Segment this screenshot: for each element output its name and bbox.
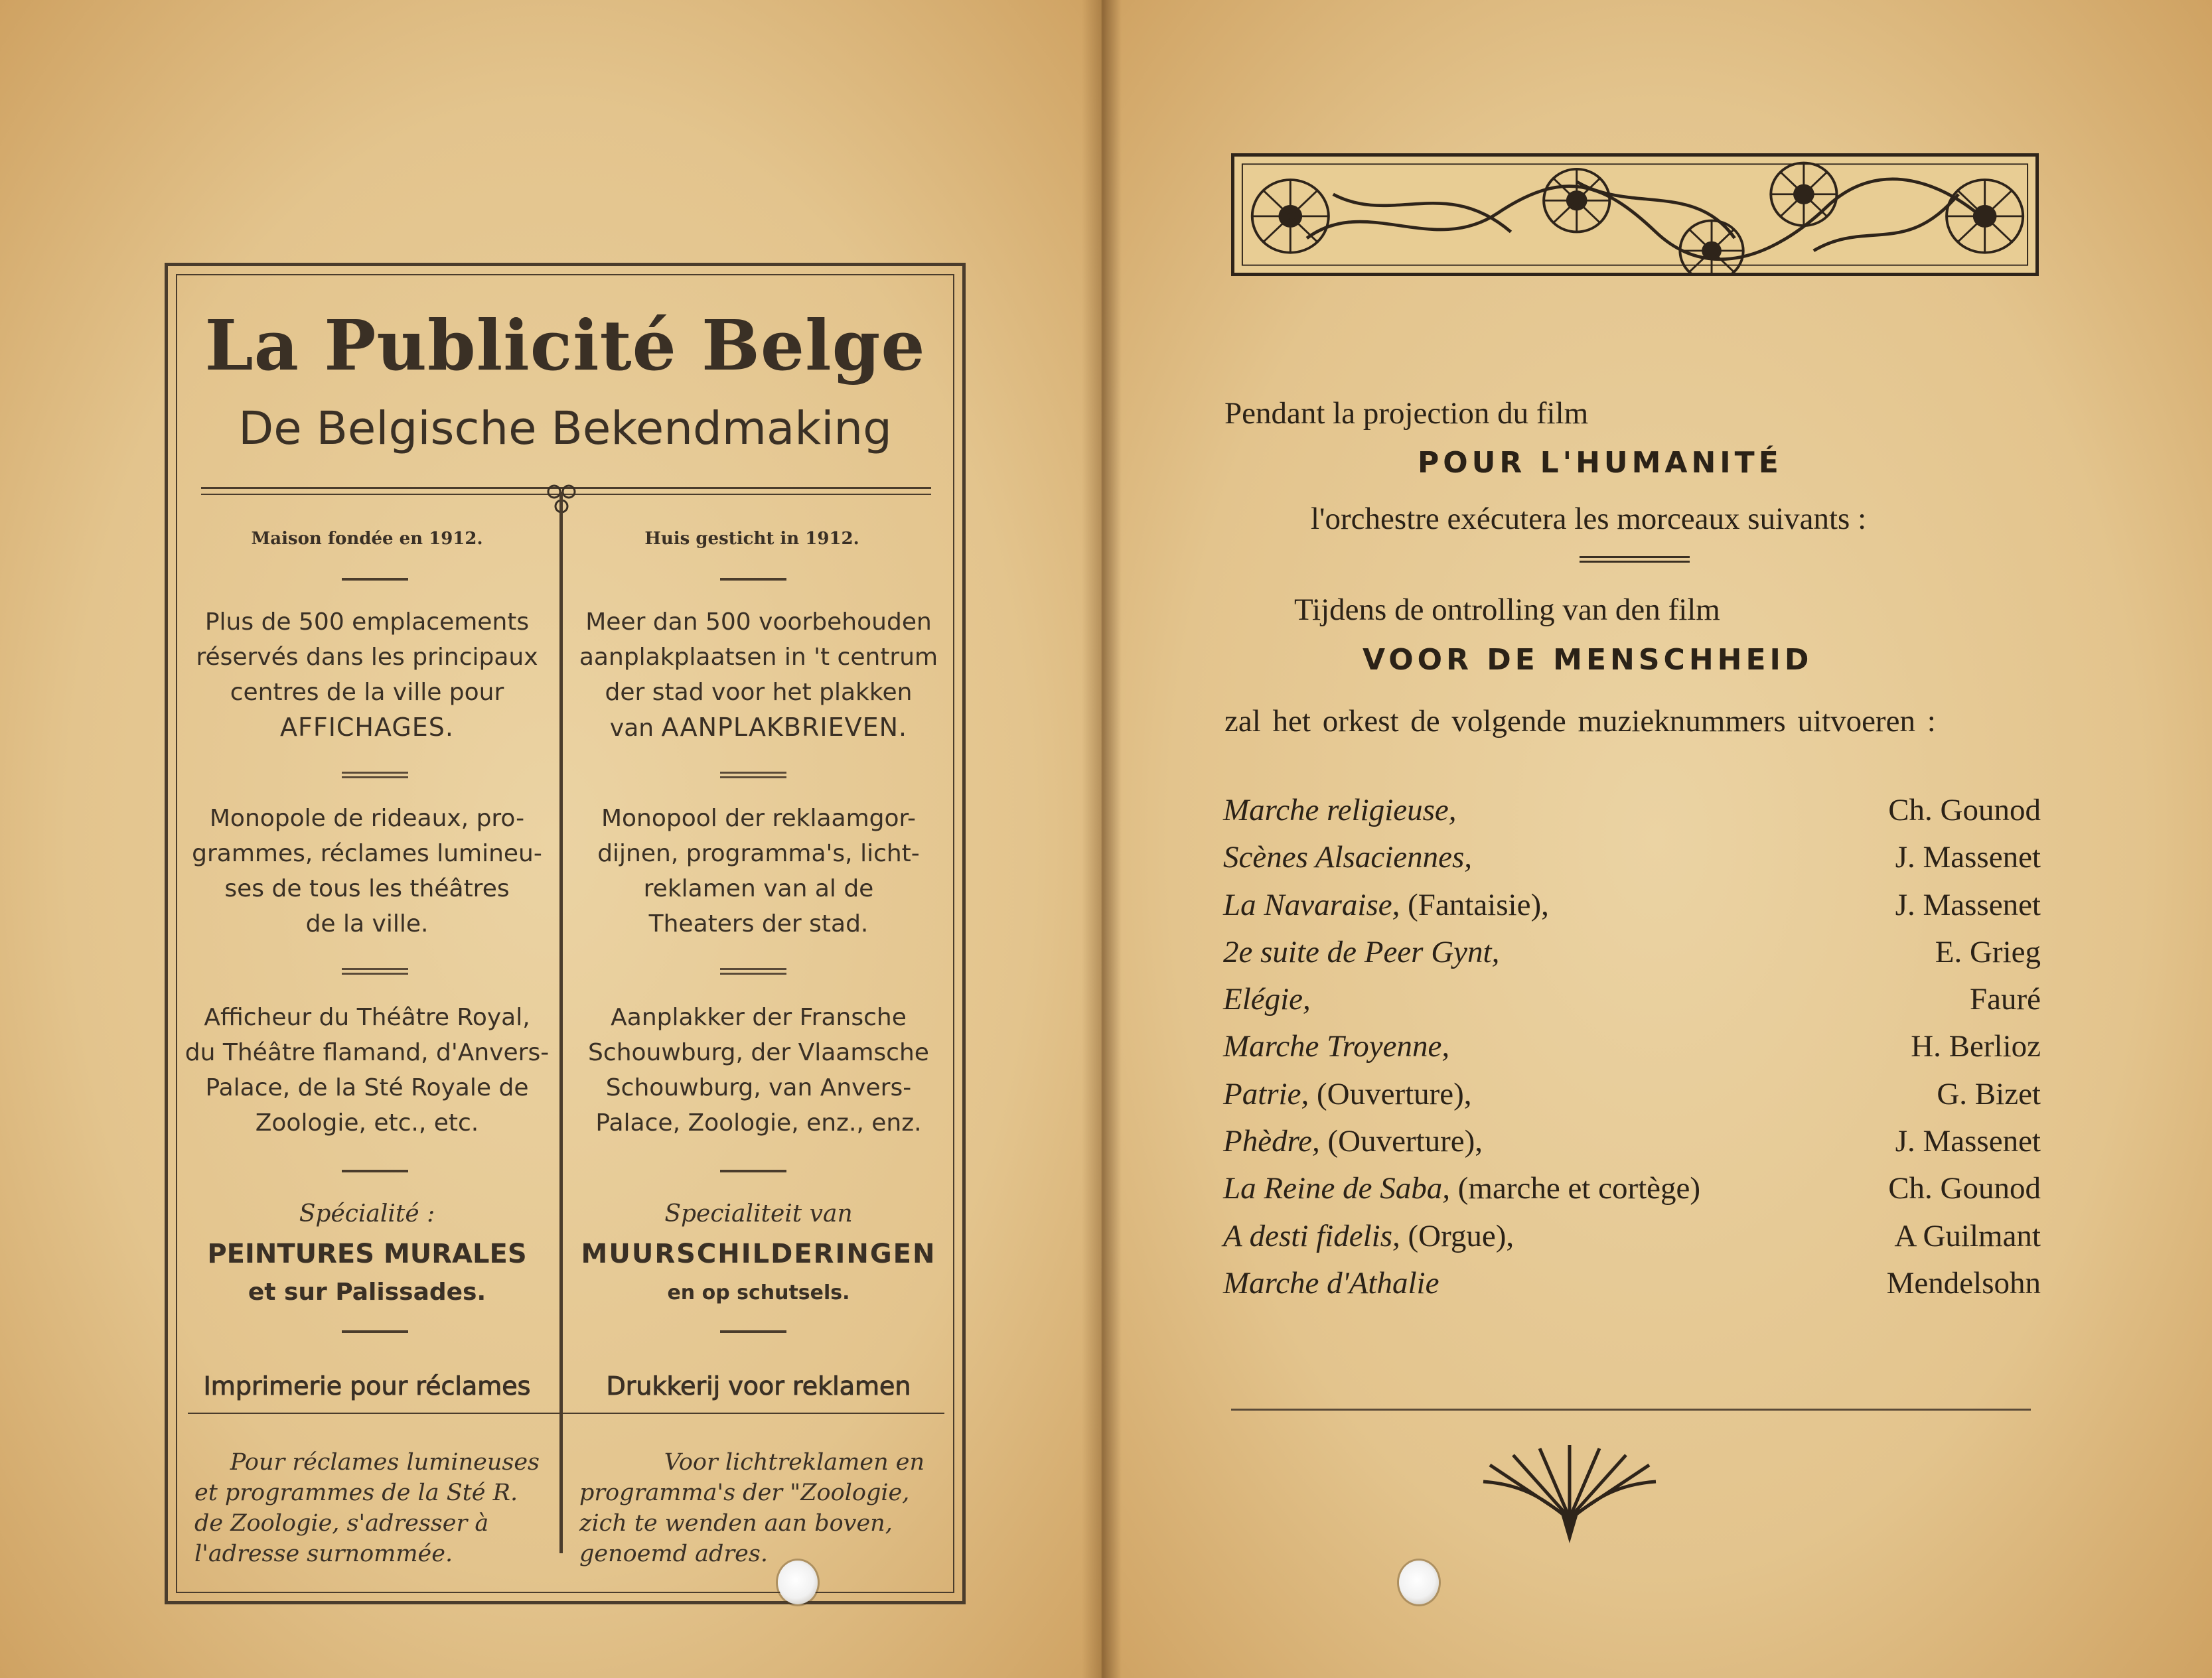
fr-afficheur-line: Afficheur du Théâtre Royal,: [204, 1004, 530, 1031]
piece-title: Patrie,: [1223, 1076, 1309, 1111]
nl-emplacements-line: Meer dan 500 voorbehouden: [585, 608, 932, 636]
fr-sep-4: [342, 1170, 408, 1172]
piece-title: Marche religieuse,: [1223, 793, 1457, 827]
nl-sep-2: [720, 772, 786, 778]
fr-footer-line: de Zoologie, s'adresser à: [194, 1510, 489, 1537]
piece-composer: Fauré: [1969, 982, 2041, 1017]
nl-aanplakker-line: Schouwburg, der Vlaamsche: [588, 1039, 929, 1066]
programme-row: [1223, 976, 2041, 1023]
fr-footer-line: Pour réclames lumineuses: [230, 1449, 540, 1476]
book-gutter: [1082, 0, 1122, 1678]
programme-row: [1223, 834, 2041, 881]
piece-title: Marche Troyenne,: [1223, 1029, 1450, 1064]
fr-sep-3: [342, 968, 408, 975]
programme-row: [1223, 1023, 2041, 1070]
intro-separator: [1580, 556, 1690, 563]
fr-specialite-line1: PEINTURES MURALES: [207, 1239, 527, 1269]
programme-row: [1223, 1213, 2041, 1260]
nl-aanplakker-line: Palace, Zoologie, enz., enz.: [595, 1109, 922, 1137]
punch-hole-left: [778, 1561, 818, 1604]
nl-aanplakker-line: Schouwburg, van Anvers-: [605, 1074, 912, 1101]
fr-monopole-line: grammes, réclames lumineu-: [192, 840, 542, 867]
fr-monopole-line: ses de tous les théâtres: [224, 875, 510, 902]
fr-intro: Pendant la projection du film: [1224, 396, 1589, 431]
fr-specialite-line2: et sur Palissades.: [248, 1279, 486, 1306]
piece-title: A desti fidelis,: [1223, 1218, 1400, 1253]
fr-footer-line: l'adresse surnommée.: [194, 1541, 453, 1567]
nl-monopool: [573, 801, 944, 942]
piece-title: Phèdre,: [1223, 1124, 1320, 1159]
piece-note: (Orgue),: [1408, 1218, 1514, 1253]
nl-footer: [579, 1447, 924, 1569]
piece-composer: G. Bizet: [1937, 1076, 2041, 1111]
nl-film-title: VOOR DE MENSCHHEID: [1363, 643, 1813, 677]
ad-title: La Publicité Belge: [204, 305, 926, 386]
fr-footer-line: et programmes de la Sté R.: [194, 1480, 518, 1506]
fr-specialite-label: Spécialité :: [299, 1200, 435, 1227]
footer-rule: [188, 1413, 944, 1414]
piece-title: Marche d'Athalie: [1223, 1265, 1439, 1300]
piece-note: (Fantaisie),: [1408, 887, 1549, 922]
piece-title: Scènes Alsaciennes,: [1223, 840, 1473, 875]
nl-footer-line: Voor lichtreklamen en: [664, 1449, 924, 1476]
fr-affichages: AFFICHAGES.: [279, 713, 454, 742]
nl-specialiteit-label: Specialiteit van: [664, 1200, 853, 1227]
programme-row: [1223, 1071, 2041, 1118]
nl-monopool-line: Monopool der reklaamgor-: [601, 805, 917, 832]
fr-emplacements-line: centres de la ville pour: [230, 679, 504, 706]
piece-composer: J. Massenet: [1895, 840, 2041, 875]
programme-row: [1223, 882, 2041, 929]
nl-aanplakker: [573, 1000, 944, 1141]
nl-aanplakbrieven: AANPLAKBRIEVEN.: [661, 713, 908, 742]
fr-emplacements-line: Plus de 500 emplacements: [204, 608, 530, 636]
ad-subtitle: De Belgische Bekendmaking: [238, 402, 892, 455]
nl-specialiteit-line1: MUURSCHILDERINGEN: [581, 1239, 936, 1269]
nl-sep-3: [720, 968, 786, 975]
piece-title: La Reine de Saba,: [1223, 1171, 1450, 1206]
fr-afficheur-line: Palace, de la Sté Royale de: [205, 1074, 529, 1101]
fr-footer: [194, 1447, 540, 1569]
piece-composer: Mendelsohn: [1886, 1265, 2041, 1300]
column-divider: [559, 492, 563, 1553]
nl-specialiteit-line2: en op schutsels.: [667, 1281, 850, 1304]
fr-sep-5: [342, 1330, 408, 1333]
fr-afficheur-line: Zoologie, etc., etc.: [255, 1109, 479, 1137]
nl-monopool-line: Theaters der stad.: [648, 910, 869, 938]
programme-row: [1223, 1165, 2041, 1212]
nl-sep-5: [720, 1330, 786, 1333]
nl-sep-1: [720, 578, 786, 581]
fr-monopole-line: de la ville.: [305, 910, 429, 938]
piece-composer: A Guilmant: [1894, 1218, 2041, 1253]
fr-afficheur: [181, 1000, 553, 1141]
piece-title: 2e suite de Peer Gynt,: [1223, 934, 1500, 969]
piece-composer: Ch. Gounod: [1888, 1171, 2041, 1206]
fr-afficheur-line: du Théâtre flamand, d'Anvers-: [184, 1039, 550, 1066]
punch-hole-right: [1399, 1561, 1439, 1604]
nl-founded: Huis gesticht in 1912.: [644, 529, 859, 549]
nl-footer-line: programma's der "Zoologie,: [579, 1480, 910, 1506]
fan-ornament-icon: [1477, 1445, 1662, 1545]
flower-ornament-banner-icon: [1231, 153, 2039, 276]
nl-emplacements-line: aanplakplaatsen in 't centrum: [579, 644, 938, 671]
nl-footer-line: zich te wenden aan boven,: [579, 1510, 893, 1537]
fr-emplacements: [181, 604, 553, 745]
programme-row: [1223, 929, 2041, 976]
fr-outro: l'orchestre exécutera les morceaux suivants :: [1311, 502, 1867, 536]
nl-monopool-line: dijnen, programma's, licht-: [597, 840, 920, 867]
nl-footer-line: genoemd adres.: [579, 1541, 768, 1567]
piece-composer: J. Massenet: [1895, 1124, 2041, 1159]
fr-sep-1: [342, 578, 408, 581]
piece-composer: J. Massenet: [1895, 887, 2041, 922]
nl-emplacements-line: der stad voor het plakken: [605, 679, 913, 706]
programme-row: [1223, 1260, 2041, 1307]
fr-sep-2: [342, 772, 408, 778]
piece-composer: Ch. Gounod: [1888, 793, 2041, 827]
piece-note: (Ouverture),: [1327, 1124, 1483, 1159]
nl-outro: zal het orkest de volgende muzieknummers uitvoeren :: [1224, 704, 1936, 738]
piece-title: Elégie,: [1223, 982, 1311, 1017]
nl-sep-4: [720, 1170, 786, 1172]
fr-monopole-line: Monopole de rideaux, pro-: [209, 805, 525, 832]
nl-emplacements: [573, 604, 944, 746]
nl-van: van: [609, 715, 654, 742]
fr-film-title: POUR L'HUMANITÉ: [1418, 446, 1783, 480]
bottom-rule: [1231, 1409, 2031, 1411]
programme-list: [1223, 787, 2041, 1307]
fr-emplacements-line: réservés dans les principaux: [196, 644, 538, 671]
fr-imprimerie: Imprimerie pour réclames: [203, 1371, 531, 1401]
programme-row: [1223, 1118, 2041, 1165]
nl-monopool-line: reklamen van al de: [643, 875, 874, 902]
programme-row: [1223, 787, 2041, 834]
nl-aanplakker-line: Aanplakker der Fransche: [611, 1004, 907, 1031]
advertisement-box: [165, 263, 966, 1604]
piece-title: La Navaraise,: [1223, 887, 1400, 922]
fr-founded: Maison fondée en 1912.: [251, 529, 483, 549]
piece-composer: H. Berlioz: [1911, 1029, 2041, 1064]
piece-note: (marche et cortège): [1457, 1171, 1701, 1206]
nl-drukkerij: Drukkerij voor reklamen: [606, 1371, 911, 1401]
nl-intro: Tijdens de ontrolling van den film: [1294, 593, 1720, 627]
piece-note: (Ouverture),: [1316, 1076, 1472, 1111]
piece-composer: E. Grieg: [1935, 934, 2041, 969]
fr-monopole: [181, 801, 553, 942]
